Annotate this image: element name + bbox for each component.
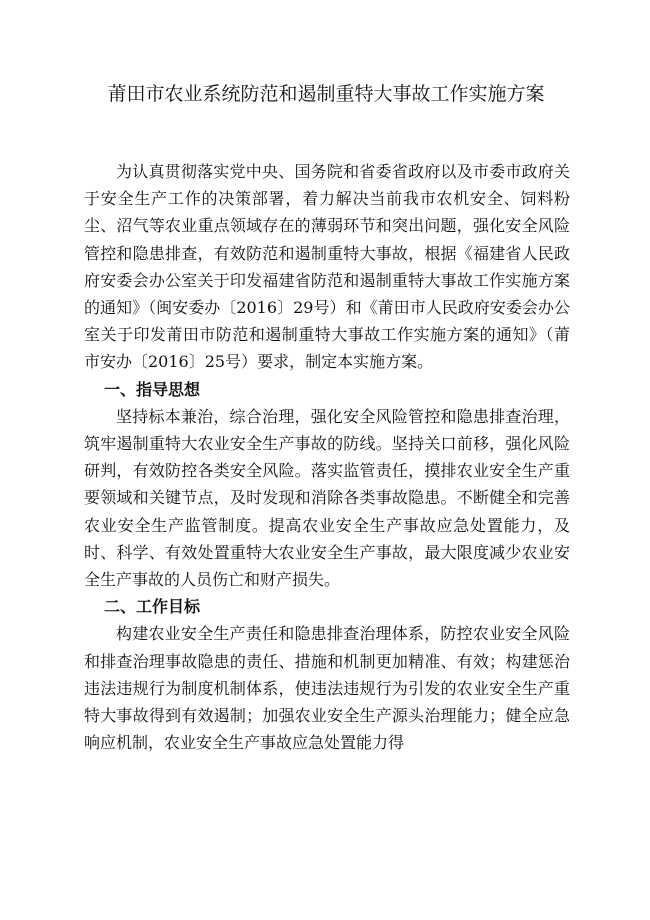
document-page (84, 80, 570, 756)
document-title: 莆田市农业系统防范和遏制重特大事故工作实施方案 (107, 83, 545, 105)
section-body-work-objectives: 构建农业安全生产责任和隐患排查治理体系，防控农业安全风险和排查治理事故隐患的责任、措施和机制更加精准、有效；构建惩治违法违规行为制度机制体系，使违法违规行为引发的农业安全生产重特大事故得到有效遏制；加强农业安全生产源头治理能力；健全应急响应机制，农业安全生产事故应急处置能力得 (84, 624, 570, 753)
section-heading-work-objectives: 二、工作目标 (104, 597, 201, 617)
section-body-guiding-ideology: 坚持标本兼治，综合治理，强化安全风险管控和隐患排查治理，筑牢遏制重特大农业安全生产事故的防线。坚持关口前移，强化风险研判，有效防控各类安全风险。落实监管责任，摸排农业安全生产重要领域和关键节点，及时发现和消除各类事故隐患。不断健全和完善农业安全生产监管制度。提高农业安全生产事故应急处置能力，及时、科学、有效处置重特大农业安全生产事故，最大限度减少农业安全生产事故的人员伤亡和财产损失。 (84, 406, 570, 590)
intro-paragraph: 为认真贯彻落实党中央、国务院和省委省政府以及市委市政府关于安全生产工作的决策部署，着力解决当前我市农机安全、饲料粉尘、沼气等农业重点领域存在的薄弱环节和突出问题，强化安全风险管控和隐患排查，有效防范和遏制重特大事故，根据《福建省人民政府安委会办公室关于印发福建省防范和遏制重特大事故工作实施方案的通知》（闽安委办〔2016〕29号）和《莆田市人民政府安委会办公室关于印发莆田市防范和遏制重特大事故工作实施方案的通知》（莆市安办〔2016〕25号）要求，制定本实施方案。 (84, 162, 570, 372)
section-heading-guiding-ideology: 一、指导思想 (104, 379, 201, 399)
